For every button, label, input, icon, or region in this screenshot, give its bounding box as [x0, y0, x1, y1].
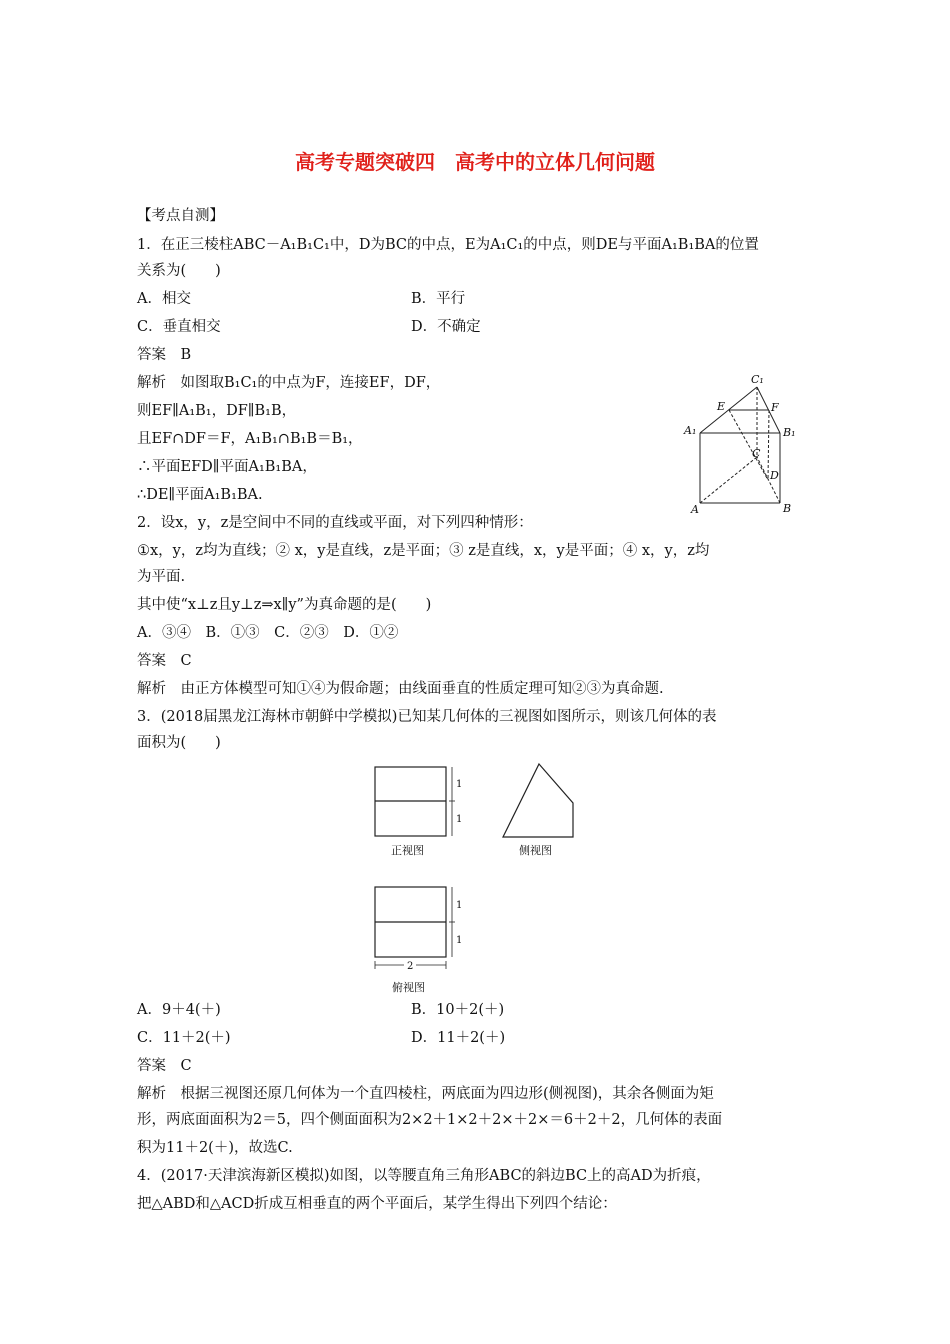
q1-explanation-line4: ∴平面EFD∥平面A₁B₁BA，	[137, 459, 317, 475]
label-b: B	[783, 502, 792, 515]
top-dim-width: 2	[407, 961, 414, 972]
front-dim-top: 1	[456, 779, 463, 790]
q2-stem-line2: ①x，y，z均为直线；② x，y是直线，z是平面；③ z是直线，x，y是平面；④ x，y，z均	[137, 543, 710, 559]
section-heading: 【考点自测】	[137, 208, 224, 224]
label-f: F	[771, 401, 779, 414]
q4-stem-line2: 把△ABD和△ACD折成互相垂直的两个平面后，某学生得出下列四个结论：	[137, 1196, 617, 1212]
side-view-figure	[497, 760, 579, 840]
q1-answer: 答案 B	[137, 347, 192, 363]
q2-stem-line3: 为平面.	[137, 569, 186, 585]
front-view-caption: 正视图	[391, 844, 424, 857]
q3-stem-line2: 面积为( )	[137, 735, 221, 751]
q1-explanation-line5: ∴DE∥平面A₁B₁BA.	[137, 487, 263, 503]
q1-option-c: C．垂直相交	[137, 319, 221, 335]
label-b1: B₁	[783, 426, 796, 439]
q2-options: A．③④ B．①③ C．②③ D．①②	[137, 625, 399, 641]
label-c: C	[752, 447, 761, 460]
q1-option-a: A．相交	[137, 291, 191, 307]
q2-answer: 答案 C	[137, 653, 192, 669]
front-dim-bottom: 1	[456, 814, 463, 825]
q3-stem-line1: 3．(2018届黑龙江海林市朝鲜中学模拟)已知某几何体的三视图如图所示，则该几何体的表	[137, 709, 717, 725]
q2-stem-line4: 其中使“x⊥z且y⊥z⇒x∥y”为真命题的是( )	[137, 597, 432, 613]
prism-figure	[680, 370, 810, 520]
q3-option-d: D．11＋2(＋)	[411, 1030, 506, 1046]
q3-answer: 答案 C	[137, 1058, 192, 1074]
q1-explanation-line3: 且EF∩DF＝F，A₁B₁∩B₁B＝B₁，	[137, 431, 363, 447]
label-e: E	[717, 400, 726, 413]
q2-stem-line1: 2．设x，y，z是空间中不同的直线或平面，对下列四种情形：	[137, 515, 533, 531]
q3-option-a: A．9＋4(＋)	[137, 1002, 221, 1018]
top-view-caption: 俯视图	[392, 981, 425, 994]
q1-stem-line2: 关系为( )	[137, 263, 221, 279]
side-view-caption: 侧视图	[519, 844, 552, 857]
q2-explanation: 解析 由正方体模型可知①④为假命题；由线面垂直的性质定理可知②③为真命题.	[137, 681, 664, 697]
q3-option-c: C．11＋2(＋)	[137, 1030, 231, 1046]
q3-explanation-line3: 积为11＋2(＋)，故选C.	[137, 1140, 293, 1156]
top-dim-upper: 1	[456, 900, 463, 911]
top-view-figure	[370, 882, 465, 974]
q4-stem-line1: 4．(2017·天津滨海新区模拟)如图，以等腰直角三角形ABC的斜边BC上的高AD为折痕，	[137, 1168, 711, 1184]
front-view-figure	[370, 763, 465, 841]
q1-option-d: D．不确定	[411, 319, 481, 335]
q1-stem-line1: 1．在正三棱柱ABC－A₁B₁C₁中，D为BC的中点，E为A₁C₁的中点，则DE与平面A₁B₁BA的位置	[137, 237, 759, 253]
top-dim-lower: 1	[456, 935, 463, 946]
label-c1: C₁	[751, 373, 764, 386]
label-d: D	[770, 469, 779, 482]
q1-explanation-line1: 解析 如图取B₁C₁的中点为F，连接EF，DF，	[137, 375, 441, 391]
q3-option-b: B．10＋2(＋)	[411, 1002, 505, 1018]
label-a1: A₁	[684, 424, 697, 437]
page-title: 高考专题突破四 高考中的立体几何问题	[295, 150, 655, 174]
q3-explanation-line2: 形，两底面面积为2＝5，四个侧面面积为2×2＋1×2＋2×＋2×＝6＋2＋2，几何体的表面	[137, 1112, 723, 1128]
q1-explanation-line2: 则EF∥A₁B₁，DF∥B₁B，	[137, 403, 297, 419]
q3-explanation-line1: 解析 根据三视图还原几何体为一个直四棱柱，两底面为四边形(侧视图)，其余各侧面为矩	[137, 1086, 714, 1102]
q1-option-b: B．平行	[411, 291, 466, 307]
label-a: A	[691, 503, 699, 516]
